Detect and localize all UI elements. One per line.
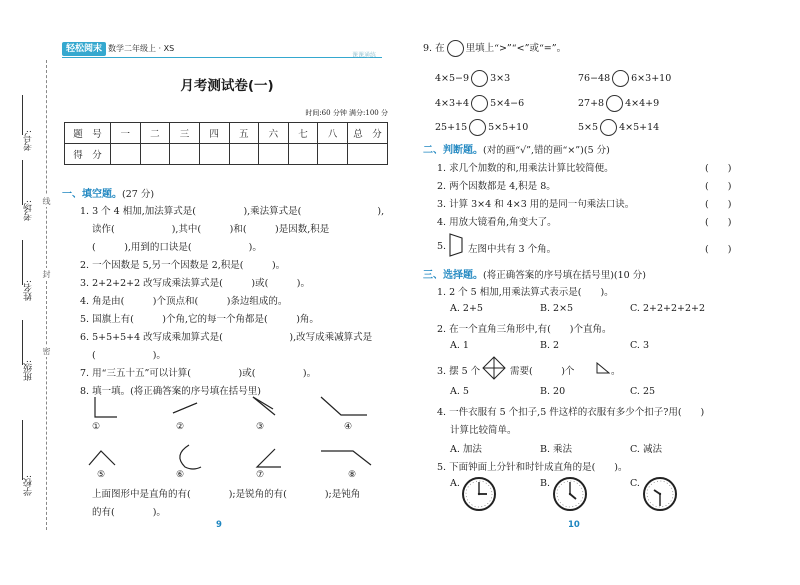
choice-question: 5. 下面钟面上分针和时针成直角的是( )。 xyxy=(437,462,628,473)
score-cell: 二 xyxy=(140,123,170,144)
choice-option[interactable]: C. 25 xyxy=(630,386,656,397)
q9-suffix: 里填上“>”“<”或“=”。 xyxy=(465,43,567,54)
figure-label: ⑦ xyxy=(256,470,265,480)
compare-item: 76−48 6×3+10 xyxy=(578,70,671,87)
choice-option[interactable]: A. 2+5 xyxy=(450,303,483,314)
question-line: 2. 一个因数是 5,另一个因数是 2,积是( )。 xyxy=(80,260,286,271)
answer-circle[interactable] xyxy=(606,95,623,112)
time-info: 时间:60 分钟 满分:100 分 xyxy=(305,109,388,117)
choice-option[interactable]: B. 20 xyxy=(540,386,566,397)
score-input-cell[interactable] xyxy=(111,144,141,165)
angle-figure-4 xyxy=(321,397,367,415)
question-line: 7. 用“三五十五”可以计算( )或( )。 xyxy=(80,368,317,379)
figure-label: ⑥ xyxy=(176,470,185,480)
score-input-cell[interactable] xyxy=(259,144,289,165)
choice-question-end: 。 xyxy=(611,366,621,377)
judge-item: 4. 用放大镜看角,角变大了。 xyxy=(437,217,557,228)
judge-item: 左图中共有 3 个角。 xyxy=(468,244,557,255)
answer-circle[interactable] xyxy=(471,70,488,87)
angle-figure-3 xyxy=(253,397,275,415)
question-line: 读作( ),其中( )和( )是因数,积是 xyxy=(92,224,330,235)
answer-paren[interactable]: ( ) xyxy=(705,199,732,210)
score-cell: 八 xyxy=(318,123,348,144)
compare-item: 4×3+4 5×4−6 xyxy=(435,95,524,112)
choice-option[interactable]: C. 减法 xyxy=(630,444,662,455)
clock-c-icon xyxy=(642,476,678,512)
score-input-cell[interactable] xyxy=(140,144,170,165)
figure-label: ⑤ xyxy=(97,470,106,480)
binding-margin xyxy=(0,0,56,585)
question-line: 8. 填一填。(将正确答案的序号填在括号里) xyxy=(80,386,261,397)
choice-option[interactable]: C. 3 xyxy=(630,340,650,351)
angle-figure-1 xyxy=(95,397,117,417)
score-table xyxy=(64,122,388,165)
cut-line xyxy=(46,60,47,530)
answer-paren[interactable]: ( ) xyxy=(705,163,732,174)
page-title: 月考测试卷(一) xyxy=(180,78,274,94)
choice-question: 1. 2 个 5 相加,用乘法算式表示是( )。 xyxy=(437,287,614,298)
choice-option[interactable]: A. 1 xyxy=(450,340,469,351)
figure-label: ① xyxy=(92,422,101,432)
score-value-row xyxy=(65,144,388,165)
page-number-right: 10 xyxy=(568,520,580,530)
score-cell: 六 xyxy=(259,123,289,144)
choice-option[interactable]: B. 乘法 xyxy=(540,444,573,455)
score-input-cell[interactable] xyxy=(288,144,318,165)
score-cell: 三 xyxy=(170,123,200,144)
label-class: 班级: xyxy=(24,360,34,382)
cut-mark: 封 xyxy=(42,270,51,278)
score-cell: 一 xyxy=(111,123,141,144)
label-name: 姓名: xyxy=(24,280,34,302)
score-input-cell[interactable] xyxy=(229,144,259,165)
score-input-cell[interactable] xyxy=(199,144,229,165)
diamond-square-icon xyxy=(482,356,506,380)
section-1-title: 一、填空题。 xyxy=(62,189,122,200)
figure-label: ④ xyxy=(344,422,353,432)
angle-figure-7 xyxy=(257,449,281,467)
question-line: 的有( )。 xyxy=(92,507,166,518)
choice-question-prefix: 3. 摆 5 个 xyxy=(437,366,481,377)
question-line: 4. 角是由( )个顶点和( )条边组成的。 xyxy=(80,296,288,307)
clock-b-icon xyxy=(552,476,588,512)
answer-circle[interactable] xyxy=(469,119,486,136)
score-cell: 得 分 xyxy=(65,144,111,165)
score-input-cell[interactable] xyxy=(170,144,200,165)
question-line: 1. 3 个 4 相加,加法算式是( ),乘法算式是( ), xyxy=(80,206,385,217)
score-cell: 五 xyxy=(229,123,259,144)
compare-circle-icon xyxy=(447,40,464,57)
question-line: ( ),用到的口诀是( )。 xyxy=(92,242,262,253)
judge-item: 1. 求几个加数的和,用乘法计算比较简便。 xyxy=(437,163,614,174)
choice-question: 4. 一件衣服有 5 个扣子,5 件这样的衣服有多少个扣子?用( ) xyxy=(437,407,705,418)
judge-item: 3. 计算 3×4 和 4×3 用的是同一句乘法口诀。 xyxy=(437,199,635,210)
score-cell: 四 xyxy=(199,123,229,144)
question-line: 3. 2+2+2+2 改写成乘法算式是( )或( )。 xyxy=(80,278,310,289)
brand-logo: 轻松阅末 xyxy=(62,42,106,56)
angle-figure-8 xyxy=(321,451,371,465)
clock-a-icon xyxy=(461,476,497,512)
label-exam-number: 考号: xyxy=(24,130,34,152)
choice-question: 计算比较简单。 xyxy=(450,425,517,436)
score-input-cell[interactable] xyxy=(348,144,388,165)
figure-label: ② xyxy=(176,422,185,432)
choice-option[interactable]: A. 加法 xyxy=(450,444,482,455)
choice-option[interactable]: B. 2 xyxy=(540,340,560,351)
choice-option[interactable]: C. xyxy=(630,478,640,489)
section-2-heading xyxy=(423,141,610,156)
question-line: ( )。 xyxy=(92,350,166,361)
cut-mark: 密 xyxy=(42,347,51,355)
section-3-heading xyxy=(423,266,646,281)
question-line: 6. 5+5+5+4 改写成乘加算式是( ),改写成乘减算式是 xyxy=(80,332,373,343)
binding-line xyxy=(22,420,23,480)
question-line: 上面图形中是直角的有( );是锐角的有( );是钝角 xyxy=(92,489,361,500)
choice-option[interactable]: A. xyxy=(450,478,460,489)
right-triangle-icon xyxy=(596,362,610,374)
choice-option[interactable]: B. xyxy=(540,478,551,489)
binding-line xyxy=(22,240,23,285)
answer-circle[interactable] xyxy=(612,70,629,87)
page-number-left: 9 xyxy=(216,520,222,530)
cut-mark: 线 xyxy=(42,197,51,205)
choice-question: 2. 在一个直角三角形中,有( )个直角。 xyxy=(437,324,612,335)
header-rule xyxy=(62,57,382,58)
quadrilateral-figure-icon xyxy=(448,232,464,258)
binding-line xyxy=(22,160,23,205)
answer-paren[interactable]: ( ) xyxy=(705,244,732,255)
score-cell: 题 号 xyxy=(65,123,111,144)
section-1-note: (27 分) xyxy=(122,189,155,200)
section-1-heading xyxy=(62,185,154,200)
answer-circle[interactable] xyxy=(600,119,617,136)
figure-label: ③ xyxy=(256,422,265,432)
angle-figure-5 xyxy=(89,451,115,465)
compare-item: 5×5 4×5+14 xyxy=(578,119,659,136)
compare-item: 27+8 4×4+9 xyxy=(578,95,659,112)
section-2-note: (对的画“√”,错的画“×”)(5 分) xyxy=(483,145,610,156)
score-header-row xyxy=(65,123,388,144)
label-exam-room: 考场: xyxy=(24,200,34,222)
q9-prefix: 9. 在 xyxy=(423,43,445,54)
answer-paren[interactable]: ( ) xyxy=(705,181,732,192)
answer-circle[interactable] xyxy=(471,95,488,112)
choice-option[interactable]: B. 2×5 xyxy=(540,303,574,314)
header-watermark: 课课通练 xyxy=(352,52,377,59)
binding-line xyxy=(22,320,23,365)
figure-label: ⑧ xyxy=(348,470,357,480)
section-3-note: (将正确答案的序号填在括号里)(10 分) xyxy=(483,270,646,281)
q9-instruction xyxy=(423,40,566,57)
compare-item: 4×5−9 3×3 xyxy=(435,70,510,87)
question-line: 5. 国旗上有( )个角,它的每一个角都是( )角。 xyxy=(80,314,319,325)
binding-line xyxy=(22,95,23,135)
choice-question-mid: 需要( )个 xyxy=(510,366,575,377)
compare-item: 25+15 5×5+10 xyxy=(435,119,528,136)
judge-item-number: 5. xyxy=(437,241,447,252)
section-2-title: 二、判断题。 xyxy=(423,145,483,156)
label-school: 学校: xyxy=(24,475,34,497)
angle-figure-6 xyxy=(180,445,201,469)
choice-option[interactable]: C. 2+2+2+2+2 xyxy=(630,303,706,314)
score-cell: 七 xyxy=(288,123,318,144)
subject-label: 数学二年级上 · XS xyxy=(108,44,175,53)
score-cell: 总 分 xyxy=(348,123,388,144)
score-input-cell[interactable] xyxy=(318,144,348,165)
answer-paren[interactable]: ( ) xyxy=(705,217,732,228)
judge-item: 2. 两个因数都是 4,积是 8。 xyxy=(437,181,556,192)
choice-option[interactable]: A. 5 xyxy=(450,386,469,397)
section-3-title: 三、选择题。 xyxy=(423,270,483,281)
